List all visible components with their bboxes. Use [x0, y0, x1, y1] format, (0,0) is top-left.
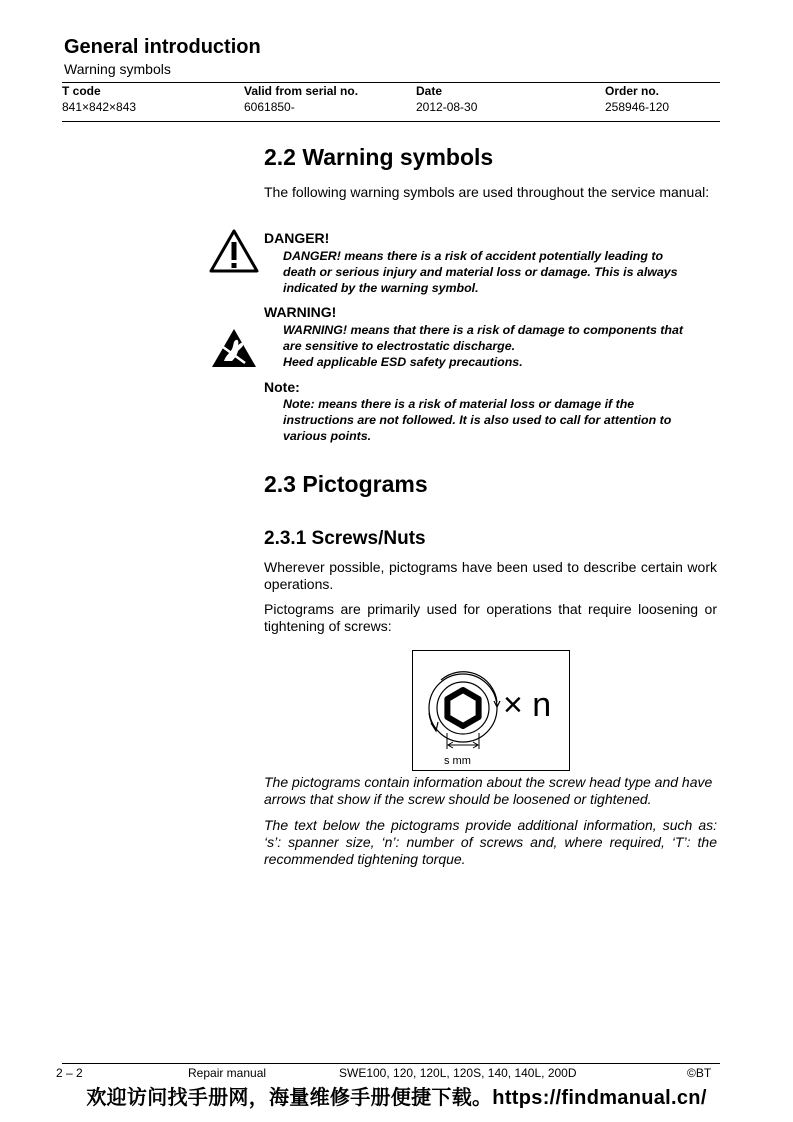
pictograms-para-2: Pictograms are primarily used for operations that require loosening or tightening of screws: [264, 601, 717, 634]
meta-value-tcode: 841×842×843 [62, 100, 137, 114]
warning-intro-text: The following warning symbols are used throughout the service manual: [264, 184, 710, 200]
download-banner[interactable]: 欢迎访问找手册网，海量维修手册便捷下载。https://findmanual.cn/ [86, 1087, 707, 1109]
footer-models: SWE100, 120, 120L, 120S, 140, 140L, 200D [339, 1066, 577, 1080]
meta-label-order: Order no. [605, 84, 660, 98]
subsection-heading-screws-nuts: 2.3.1 Screws/Nuts [264, 528, 426, 549]
note-label: Note: [264, 379, 300, 395]
meta-value-serial: 6061850- [244, 100, 295, 114]
pictogram-caption-2: The text below the pictograms provide additional information, such as: ‘s’: spanner size, ‘n’: number of screws and, where required, ‘T’: the recommended tightening torque. [264, 817, 717, 867]
screw-pictogram [412, 650, 570, 771]
esd-warning-icon [210, 327, 258, 369]
meta-label-tcode: T code [62, 84, 101, 98]
warning-label: WARNING! [264, 304, 337, 320]
meta-label-serial: Valid from serial no. [244, 84, 359, 98]
page-title: General introduction [64, 36, 261, 58]
note-text: Note: means there is a risk of material loss or damage if the instructions are not followed. It is also used to call for attention to various points. [283, 397, 672, 443]
section-heading-pictograms: 2.3 Pictograms [264, 471, 428, 497]
meta-value-order: 258946-120 [605, 100, 670, 114]
footer-copyright: ©BT [687, 1066, 712, 1080]
header-top-rule [62, 82, 720, 83]
danger-label: DANGER! [264, 230, 330, 246]
pictograms-para-1: Wherever possible, pictograms have been used to describe certain work operations. [264, 559, 717, 592]
meta-label-date: Date [416, 84, 443, 98]
screw-count-multiplier: × n [503, 686, 552, 724]
pictogram-caption-1: The pictograms contain information about the screw head type and have arrows that show if the screw should be loosened or tightened. [264, 774, 713, 807]
footer-doc-type: Repair manual [188, 1066, 267, 1080]
danger-triangle-icon [208, 228, 260, 274]
footer-page-number: 2 – 2 [56, 1066, 83, 1080]
warning-text: WARNING! means that there is a risk of damage to components that are sensitive to electrostatic discharge. Heed applicable ESD safety precautions. [283, 323, 684, 369]
section-heading-warning-symbols: 2.2 Warning symbols [264, 144, 494, 170]
meta-value-date: 2012-08-30 [416, 100, 478, 114]
danger-text: DANGER! means there is a risk of accident potentially leading to death or serious injury and material loss or damage. This is always indicated by the warning symbol. [283, 249, 678, 295]
header-bottom-rule [62, 121, 720, 122]
spanner-size-label: s mm [444, 755, 471, 767]
page-subtitle: Warning symbols [64, 61, 171, 77]
footer-rule [62, 1063, 720, 1064]
